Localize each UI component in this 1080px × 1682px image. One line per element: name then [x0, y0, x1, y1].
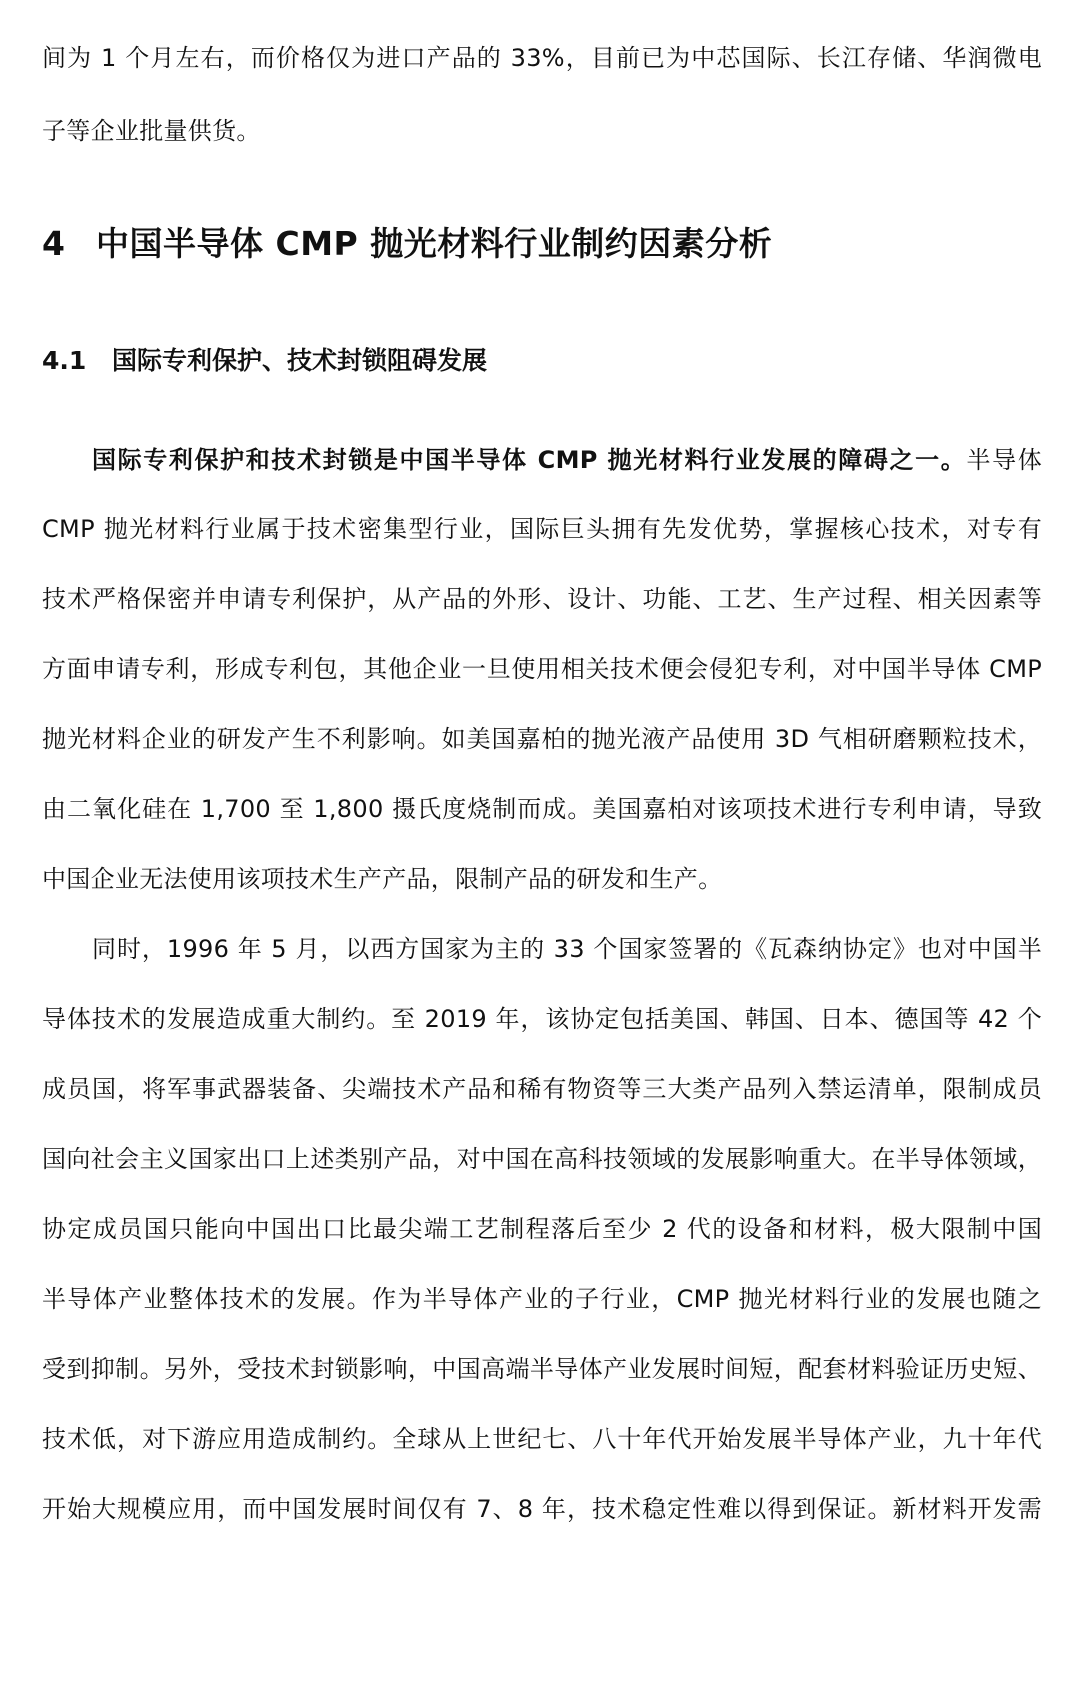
para1-line-4: 方面申请专利，形成专利包，其他企业一旦使用相关技术便会侵犯专利，对中国半导体 CMP: [42, 655, 1042, 683]
para1-line-1: [42, 444, 1042, 476]
para1-line-7: 中国企业无法使用该项技术生产产品，限制产品的研发和生产。: [42, 865, 723, 893]
intro-line-2: 子等企业批量供货。: [42, 117, 261, 145]
para1-line-5: 抛光材料企业的研发产生不利影响。如美国嘉柏的抛光液产品使用 3D 气相研磨颗粒技术，: [42, 725, 1042, 753]
section-4-1-number: 4.1: [42, 346, 87, 375]
para2-line-3: 成员国，将军事武器装备、尖端技术产品和稀有物资等三大类产品列入禁运清单，限制成员: [42, 1075, 1042, 1103]
intro-line-1: 间为 1 个月左右，而价格仅为进口产品的 33%，目前已为中芯国际、长江存储、华润微电: [42, 44, 1042, 72]
para2-line-8: 技术低，对下游应用造成制约。全球从上世纪七、八十年代开始发展半导体产业，九十年代: [42, 1425, 1042, 1453]
section-4-1-heading: [42, 345, 487, 377]
section-4-title: 中国半导体 CMP 抛光材料行业制约因素分析: [96, 224, 773, 263]
para1-line-6: 由二氧化硅在 1,700 至 1,800 摄氏度烧制而成。美国嘉柏对该项技术进行专利申请，导致: [42, 795, 1042, 823]
section-4-number: 4: [42, 224, 66, 263]
para2-line-5: 协定成员国只能向中国出口比最尖端工艺制程落后至少 2 代的设备和材料，极大限制中国: [42, 1215, 1042, 1243]
para1-line-1-rest: 半导体: [966, 446, 1042, 474]
para1-line-2: CMP 抛光材料行业属于技术密集型行业，国际巨头拥有先发优势，掌握核心技术，对专有: [42, 515, 1042, 543]
section-4-heading: [42, 224, 772, 264]
para1-line-3: 技术严格保密并申请专利保护，从产品的外形、设计、功能、工艺、生产过程、相关因素等: [42, 585, 1042, 613]
para2-line-6: 半导体产业整体技术的发展。作为半导体产业的子行业，CMP 抛光材料行业的发展也随之: [42, 1285, 1042, 1313]
para2-line-7: 受到抑制。另外，受技术封锁影响，中国高端半导体产业发展时间短，配套材料验证历史短、: [42, 1355, 1042, 1383]
section-4-1-title: 国际专利保护、技术封锁阻碍发展: [112, 346, 488, 375]
para2-line-9: 开始大规模应用，而中国发展时间仅有 7、8 年，技术稳定性难以得到保证。新材料开发需: [42, 1495, 1042, 1523]
para1-lead-sentence: 国际专利保护和技术封锁是中国半导体 CMP 抛光材料行业发展的障碍之一。: [92, 446, 967, 474]
para2-line-4: 国向社会主义国家出口上述类别产品，对中国在高科技领域的发展影响重大。在半导体领域，: [42, 1145, 1042, 1173]
para2-line-1: 同时，1996 年 5 月，以西方国家为主的 33 个国家签署的《瓦森纳协定》也对中国半: [92, 935, 1042, 963]
para2-line-2: 导体技术的发展造成重大制约。至 2019 年，该协定包括美国、韩国、日本、德国等 42 个: [42, 1005, 1042, 1033]
